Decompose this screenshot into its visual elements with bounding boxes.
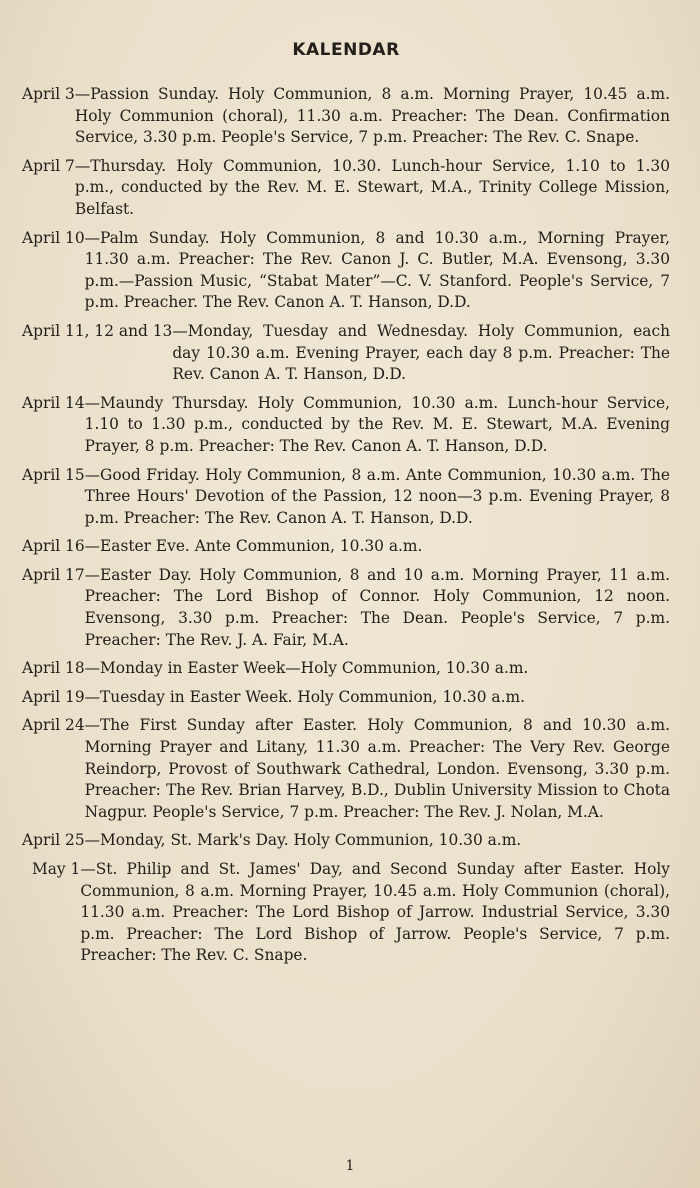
entry-text: —Easter Eve. Ante Communion, 10.30 a.m. xyxy=(84,537,423,556)
entry-text: —Thursday. Holy Communion, 10.30. Lunch-hour Service, 1.10 to 1.30 p.m., conducted by the Rev. M. E. Stewart, M.A., Trinity College Mission, Belfast. xyxy=(74,156,670,218)
page-title: KALENDAR xyxy=(292,40,400,60)
entry-date: April 10 xyxy=(22,228,85,247)
kalendar-entry xyxy=(22,393,670,458)
kalendar-entry xyxy=(22,465,670,530)
entry-date: May 1 xyxy=(32,860,81,878)
entry-date: April 25 xyxy=(22,831,85,850)
entry-date: April 17 xyxy=(22,565,85,584)
entry-text: —The First Sunday after Easter. Holy Communion, 8 and 10.30 a.m. Morning Prayer and Litany, 11.30 a.m. Preacher: The Very Rev. George Reindorp, Provost of Southwark Cathedral, London. Evensong, 3.30 p.m. Preacher: The Rev. Brian Harvey, B.D., Dublin University Mission to Chota Nagpur. People's Service, 7 p.m. Preacher: The Rev. J. Nolan, M.A. xyxy=(84,716,670,821)
kalendar-entry xyxy=(22,156,670,221)
entry-text: —Palm Sunday. Holy Communion, 8 and 10.30 a.m., Morning Prayer, 11.30 a.m. Preacher: The Rev. Canon J. C. Butler, M.A. Evensong, 3.30 p.m.—Passion Music, “Stabat Mater”—C. V. Stanford. People's Service, 7 p.m. Preacher. The Rev. Canon A. T. Hanson, D.D. xyxy=(84,228,670,312)
entry-date: April 16 xyxy=(22,537,85,556)
entry-text: —Maundy Thursday. Holy Communion, 10.30 a.m. Lunch-hour Service, 1.10 to 1.30 p.m., conducted by the Rev. M. E. Stewart, M.A. Evening Prayer, 8 p.m. Preacher: The Rev. Canon A. T. Hanson, D.D. xyxy=(84,393,670,455)
kalendar-entry xyxy=(22,84,670,149)
entry-date: April 3 xyxy=(22,85,75,103)
entry-text: —Passion Sunday. Holy Communion, 8 a.m. Morning Prayer, 10.45 a.m. Holy Communion (choral), 11.30 a.m. Preacher: The Dean. Confirmation Service, 3.30 p.m. People's Service, 7 p.m. Preacher: The Rev. C. Snape. xyxy=(74,85,670,147)
kalendar-entry xyxy=(22,321,670,386)
entry-text: —Tuesday in Easter Week. Holy Communion, 10.30 a.m. xyxy=(84,687,525,706)
entry-date: April 19 xyxy=(22,687,85,706)
entry-text: —Monday, Tuesday and Wednesday. Holy Communion, each day 10.30 a.m. Evening Prayer, each day 8 p.m. Preacher: The Rev. Canon A. T. Hanson, D.D. xyxy=(172,321,670,384)
page-number: 1 xyxy=(345,1158,355,1174)
entry-date: April 15 xyxy=(22,465,85,484)
entry-text: —Easter Day. Holy Communion, 8 and 10 a.m. Morning Prayer, 11 a.m. Preacher: The Lord Bishop of Connor. Holy Communion, 12 noon. Evensong, 3.30 p.m. Preacher: The Dean. People's Service, 7 p.m. Preacher: The Rev. J. A. Fair, M.A. xyxy=(84,565,670,649)
entry-text: —Good Friday. Holy Communion, 8 a.m. Ante Communion, 10.30 a.m. The Three Hours' Devotion of the Passion, 12 noon—3 p.m. Evening Prayer, 8 p.m. Preacher: The Rev. Canon A. T. Hanson, D.D. xyxy=(84,465,670,527)
kalendar-entry xyxy=(22,830,670,852)
kalendar-entry xyxy=(22,715,670,823)
entry-text: —St. Philip and St. James' Day, and Second Sunday after Easter. Holy Communion, 8 a.m. Morning Prayer, 10.45 a.m. Holy Communion (choral), 11.30 a.m. Preacher: The Lord Bishop of Jarrow. Industrial Service, 3.30 p.m. Preacher: The Lord Bishop of Jarrow. People's Service, 7 p.m. Preacher: The Rev. C. Snape. xyxy=(80,860,670,965)
entry-text: —Monday, St. Mark's Day. Holy Communion, 10.30 a.m. xyxy=(84,831,522,850)
entry-date: April 14 xyxy=(22,393,85,412)
kalendar-entry xyxy=(22,228,670,314)
kalendar-entry xyxy=(22,687,670,709)
entry-date: April 7 xyxy=(22,156,75,175)
kalendar-entry xyxy=(22,565,670,651)
entry-date: April 11, 12 and 13 xyxy=(22,321,173,340)
kalendar-entry xyxy=(22,658,670,680)
entry-date: April 18 xyxy=(22,659,85,678)
entry-text: —Monday in Easter Week—Holy Communion, 10.30 a.m. xyxy=(84,659,529,678)
kalendar-entry xyxy=(22,536,670,558)
entry-date: April 24 xyxy=(22,716,85,735)
kalendar-entry xyxy=(32,859,670,967)
